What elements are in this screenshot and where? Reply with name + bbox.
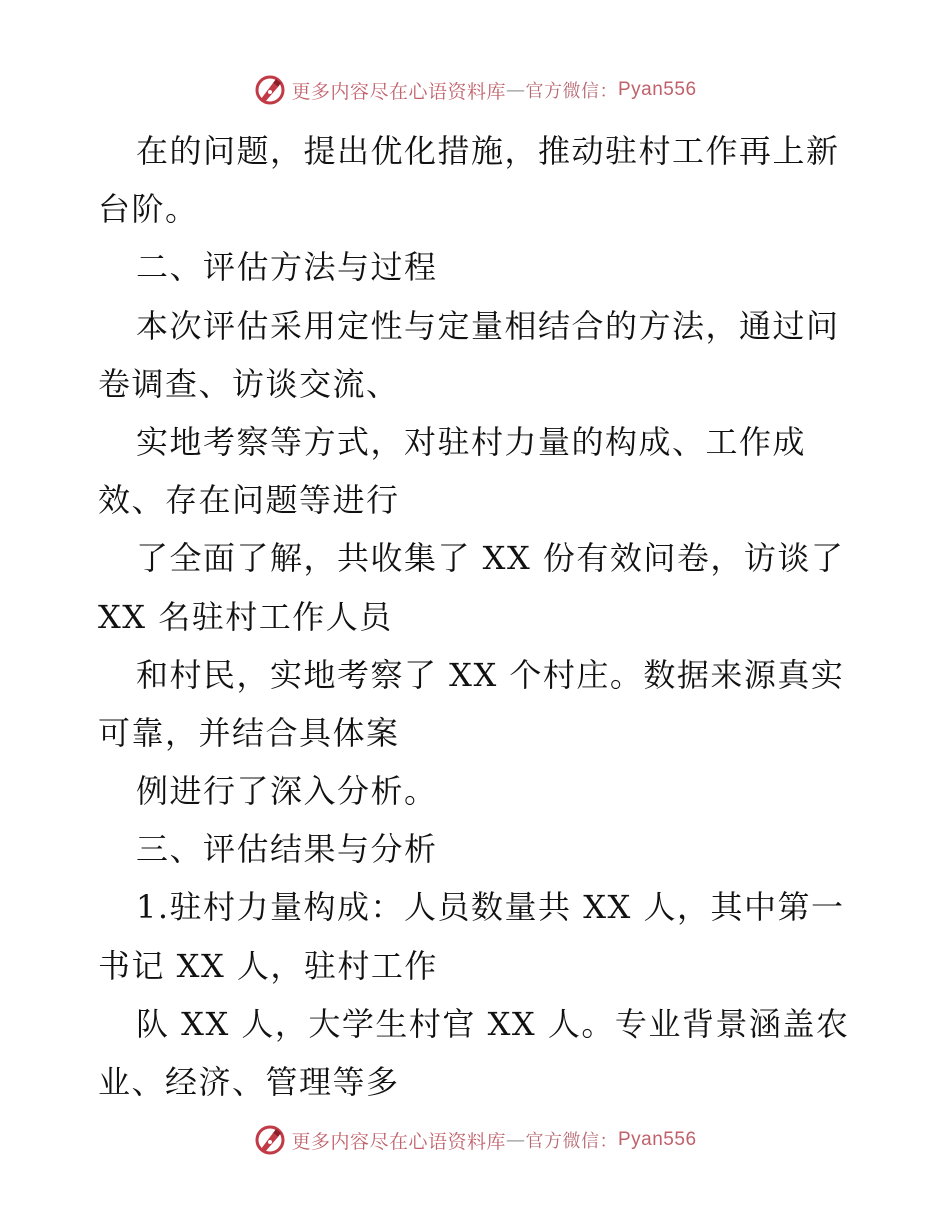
document-body bbox=[98, 122, 858, 1111]
header-watermark bbox=[0, 72, 950, 108]
section-heading-2: 二、评估方法与过程 bbox=[136, 248, 438, 287]
watermark-official-label: 官方微信： bbox=[525, 1131, 618, 1152]
body-line-9: XX 名驻村工作人员 bbox=[98, 597, 393, 636]
body-line-5: 卷调查、访谈交流、 bbox=[98, 364, 400, 403]
watermark-brand-text: 更多内容尽在心语资料库 bbox=[291, 1130, 506, 1153]
footer-watermark bbox=[0, 1122, 950, 1158]
body-line-1: 在的问题，提出优化措施，推动驻村工作再上新 bbox=[136, 132, 840, 170]
body-line-16: 队 XX 人，大学生村官 XX 人。专业背景涵盖农 bbox=[136, 1004, 850, 1043]
body-line-4: 本次评估采用定性与定量相结合的方法，通过问 bbox=[136, 306, 840, 345]
body-line-15: 书记 XX 人，驻村工作 bbox=[98, 946, 438, 985]
watermark-wechat-id: Pyan556 bbox=[618, 1129, 697, 1150]
body-line-8: 了全面了解，共收集了 XX 份有效问卷，访谈了 bbox=[136, 539, 845, 578]
body-line-11: 可靠，并结合具体案 bbox=[98, 713, 400, 752]
body-line-7: 效、存在问题等进行 bbox=[98, 481, 400, 520]
pen-nib-logo-icon bbox=[253, 73, 287, 107]
body-line-2: 台阶。 bbox=[98, 190, 199, 229]
section-heading-3: 三、评估结果与分析 bbox=[136, 830, 438, 869]
body-line-10: 和村民，实地考察了 XX 个村庄。数据来源真实 bbox=[136, 655, 845, 694]
body-line-14: 1.驻村力量构成：人员数量共 XX 人，其中第一 bbox=[136, 888, 845, 927]
body-line-12: 例进行了深入分析。 bbox=[136, 772, 438, 811]
watermark-wechat-id: Pyan556 bbox=[618, 79, 697, 100]
body-line-17: 业、经济、管理等多 bbox=[98, 1063, 400, 1101]
body-line-6: 实地考察等方式，对驻村力量的构成、工作成 bbox=[136, 422, 807, 461]
watermark-dash: — bbox=[506, 1129, 526, 1151]
watermark-dash: — bbox=[506, 79, 526, 101]
pen-nib-logo-icon bbox=[253, 1123, 287, 1157]
watermark-brand-text: 更多内容尽在心语资料库 bbox=[291, 80, 506, 103]
watermark-official-label: 官方微信： bbox=[525, 81, 618, 102]
